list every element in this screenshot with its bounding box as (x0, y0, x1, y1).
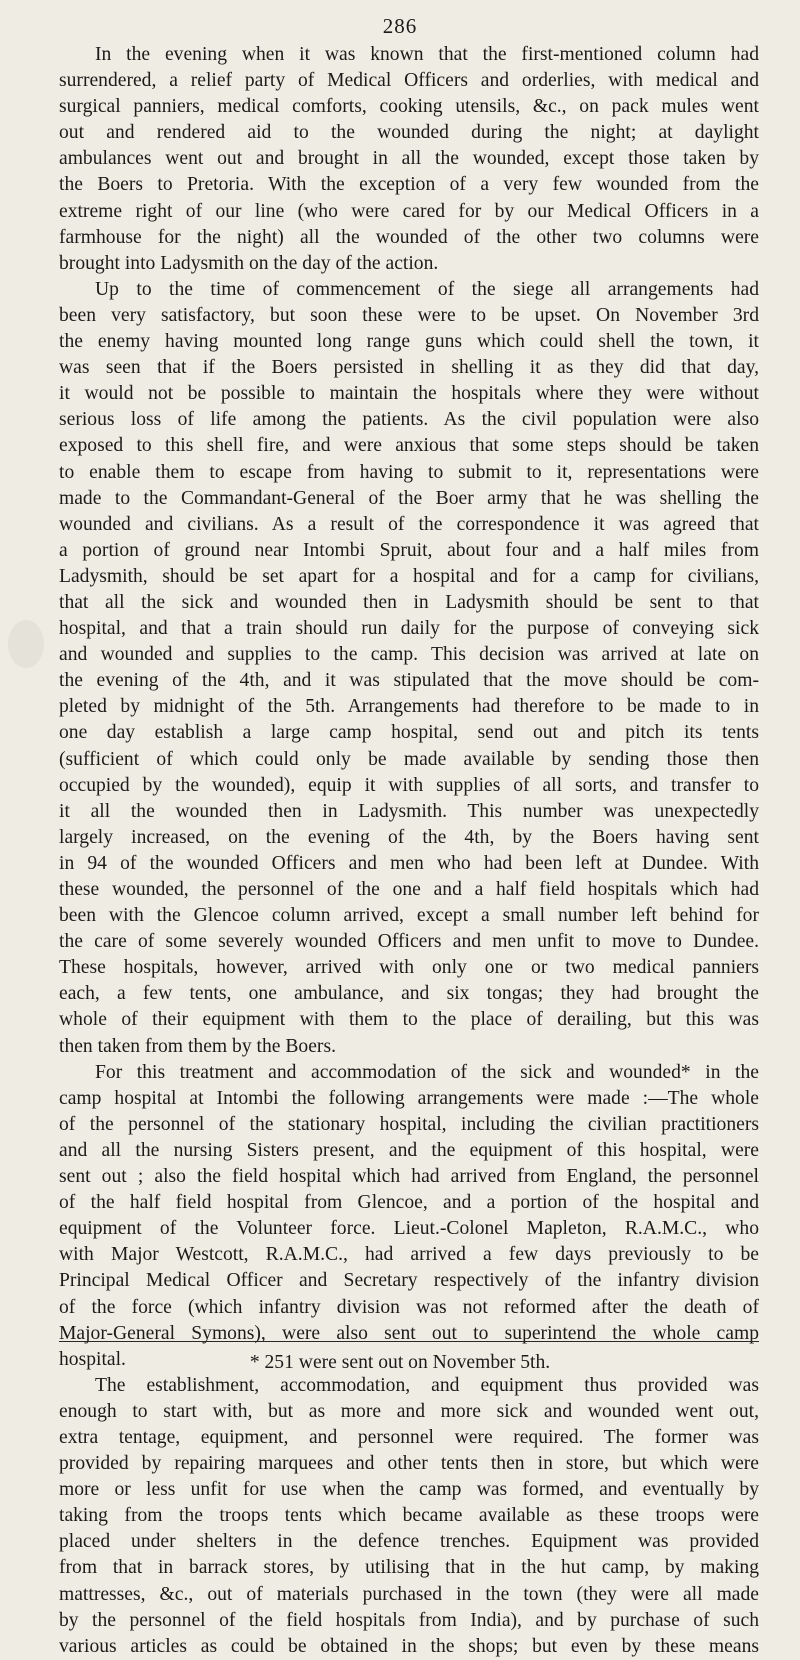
text-line: These hospitals, however, arrived with only one or two medical panniers (59, 957, 759, 979)
text-line: the enemy having mounted long range guns which could shell the town, it (59, 331, 759, 353)
text-line: serious loss of life among the patients. As the civil population were also (59, 409, 759, 431)
text-line: Major-General Symons), were also sent out to superintend the whole camp (59, 1322, 759, 1344)
text-line: occupied by the wounded), equip it with supplies of all sorts, and transfer to (59, 774, 759, 796)
text-line: equipment of the Volunteer force. Lieut.-Colonel Mapleton, R.A.M.C., who (59, 1218, 759, 1240)
text-line: various articles as could be obtained in the shops; but even by these means (59, 1635, 759, 1657)
page-number: 286 (382, 14, 418, 38)
text-line: enough to start with, but as more and more sick and wounded went out, (59, 1400, 759, 1422)
text-line: of the personnel of the stationary hospital, including the civilian practitioners (59, 1113, 759, 1135)
text-line: brought into Ladysmith on the day of the action. (59, 252, 439, 274)
text-line: extra tentage, equipment, and personnel were required. The former was (59, 1426, 759, 1448)
text-line: it would not be possible to maintain the hospitals where they were without (59, 383, 759, 405)
text-line: and wounded and supplies to the camp. This decision was arrived at late on (59, 644, 759, 666)
text-line: hospital, and that a train should run daily for the purpose of conveying sick (59, 618, 759, 640)
text-line: it all the wounded then in Ladysmith. This number was unexpectedly (59, 800, 759, 822)
text-line: was seen that if the Boers persisted in shelling it as they did that day, (59, 357, 759, 379)
text-line: mattresses, &c., out of materials purchased in the town (they were all made (59, 1583, 759, 1605)
text-line: then taken from them by the Boers. (59, 1035, 336, 1057)
text-line: In the evening when it was known that the first-mentioned column had (95, 44, 759, 65)
text-line: a portion of ground near Intombi Spruit, about four and a half miles from (59, 539, 759, 561)
text-line: whole of their equipment with them to the place of derailing, but this was (59, 1009, 759, 1031)
text-line: The establishment, accommodation, and equipment thus provided was (95, 1374, 759, 1396)
text-line: out and rendered aid to the wounded during the night; at daylight (59, 122, 759, 144)
text-line: surrendered, a relief party of Medical Officers and orderlies, with medical and (59, 70, 759, 92)
text-line: largely increased, on the evening of the 4th, by the Boers having sent (59, 826, 759, 848)
text-line: these wounded, the personnel of the one and a half field hospitals which had (59, 879, 759, 900)
text-line: hospital. (59, 1348, 126, 1370)
text-line: in 94 of the wounded Officers and men who had been left at Dundee. With (59, 852, 759, 874)
text-line: each, a few tents, one ambulance, and six tongas; they had brought the (59, 983, 759, 1005)
footnote-rule (59, 1341, 759, 1342)
text-line: sent out ; also the field hospital which had arrived from England, the personnel (59, 1166, 759, 1188)
text-line: Ladysmith, should be set apart for a hospital and for a camp for civilians, (59, 565, 759, 587)
text-line: placed under shelters in the defence trenches. Equipment was provided (59, 1531, 759, 1553)
text-line: wounded and civilians. As a result of the correspondence it was agreed that (59, 513, 759, 535)
text-line: camp hospital at Intombi the following arrangements were made :—The whole (59, 1087, 759, 1109)
text-line: Up to the time of commencement of the siege all arrangements had (95, 278, 759, 300)
text-line: exposed to this shell fire, and were anxious that some steps should be taken (59, 435, 759, 457)
text-line: been with the Glencoe column arrived, except a small number left behind for (59, 905, 759, 927)
text-line: to enable them to escape from having to submit to it, representations were (59, 461, 759, 483)
text-line: farmhouse for the night) all the wounded of the other two columns were (59, 226, 759, 248)
text-line: (sufficient of which could only be made available by sending those then (59, 748, 759, 770)
text-line: made to the Commandant-General of the Boer army that he was shelling the (59, 487, 759, 509)
text-line: surgical panniers, medical comforts, cooking utensils, &c., on pack mules went (59, 96, 759, 118)
text-line: Principal Medical Officer and Secretary respectively of the infantry division (59, 1270, 759, 1292)
text-line: of the half field hospital from Glencoe, and a portion of the hospital and (59, 1192, 759, 1214)
text-line: one day establish a large camp hospital, send out and pitch its tents (59, 722, 759, 744)
text-line: the care of some severely wounded Officers and men unfit to move to Dundee. (59, 931, 759, 953)
text-line: taking from the troops tents which became available as these troops were (59, 1505, 759, 1527)
text-line: that all the sick and wounded then in Ladysmith should be sent to that (59, 591, 759, 613)
text-line: from that in barrack stores, by utilising that in the hut camp, by making (59, 1557, 759, 1579)
text-line: provided by repairing marquees and other tents then in store, but which were (59, 1453, 759, 1475)
text-line: the evening of the 4th, and it was stipulated that the move should be com- (59, 670, 759, 692)
text-line: more or less unfit for use when the camp was formed, and eventually by (59, 1479, 759, 1501)
text-line: pleted by midnight of the 5th. Arrangements had therefore to be made to in (59, 696, 759, 718)
text-line: For this treatment and accommodation of the sick and wounded* in the (95, 1061, 759, 1083)
margin-smudge (8, 620, 44, 668)
text-line: extreme right of our line (who were cared for by our Medical Officers in a (59, 200, 759, 222)
body-text (59, 42, 759, 1660)
text-line: with Major Westcott, R.A.M.C., had arrived a few days previously to be (59, 1244, 759, 1266)
text-line: of the force (which infantry division was not reformed after the death of (59, 1296, 759, 1318)
text-line: ambulances went out and brought in all the wounded, except those taken by (59, 148, 759, 170)
text-line: been very satisfactory, but soon these were to be upset. On November 3rd (59, 304, 759, 326)
text-line: the Boers to Pretoria. With the exception of a very few wounded from the (59, 174, 759, 196)
footnote: * 251 were sent out on November 5th. (249, 1352, 551, 1373)
text-line: by the personnel of the field hospitals from India), and by purchase of such (59, 1609, 759, 1631)
text-line: and all the nursing Sisters present, and the equipment of this hospital, were (59, 1139, 759, 1161)
